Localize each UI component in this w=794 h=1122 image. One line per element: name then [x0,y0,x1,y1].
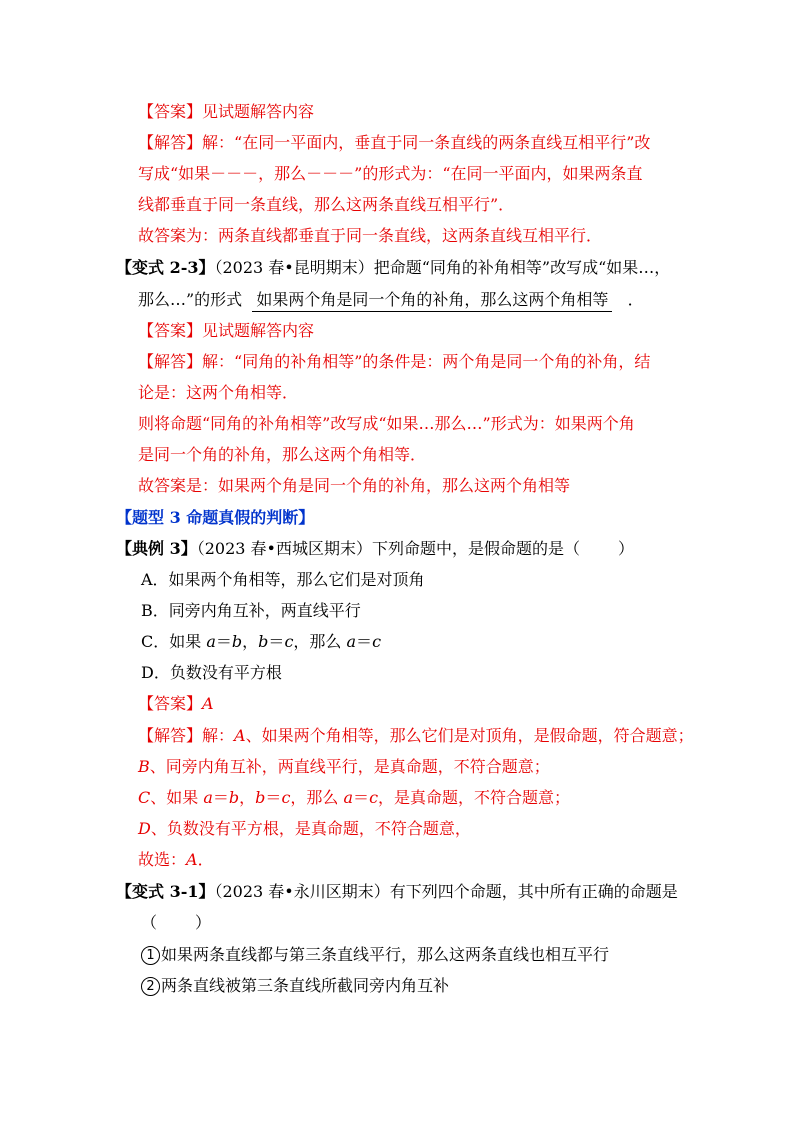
answer-tag: 【答案】 [138,321,203,340]
solution-tag: 【解答】 [138,352,203,371]
answer-text: 见试题解答内容 [202,102,315,121]
question-end: ） [617,539,634,558]
fill-blank-answer: 如果两个角是同一个角的补角，那么这两个角相等 [252,289,612,312]
equals-sign: ＝ [212,788,229,807]
var-c: c [369,788,379,807]
solution-c-prefix: 、如果 [150,788,204,807]
variant-3-1-item-1 [141,944,609,966]
solution-line-4: 故答案为：两条直线都垂直于同一条直线，这两条直线互相平行． [138,226,603,245]
solution-tag: 【解答】 [138,726,203,745]
example-3-answer [138,693,214,715]
variant-3-1-item-2 [141,975,449,997]
separator: ， [242,632,259,651]
option-b: B．同旁内角互补，两直线平行 [141,601,361,620]
var-b: b [255,788,266,807]
paren-close: ） [195,913,212,932]
var-c: c [284,632,294,651]
section-heading: 【题型 3 命题真假的判断】 [116,508,315,527]
var-a: a [343,788,354,807]
equals-sign: ＝ [356,632,373,651]
solution-d: 、负数没有平方根，是真命题，不符合题意， [150,819,471,838]
solution-text: 解：“在同一平面内，垂直于同一条直线的两条直线互相平行”改 [202,133,651,152]
example-3-solution-4 [138,818,471,840]
question-text: 那么…”的形式 [138,290,243,309]
variant-3-1-paren [141,912,211,934]
solution-c-end: ，是真命题，不符合题意； [378,788,571,807]
example-3-conclusion [138,849,214,871]
solution-prefix: 解： [202,726,235,745]
answer-tag: 【答案】 [138,694,203,713]
equals-sign: ＝ [353,788,370,807]
var-b: b [258,632,269,651]
letter-c: C [138,788,151,807]
conclusion-prefix: 故选： [138,850,187,869]
var-a: a [346,632,357,651]
answer-line [138,101,314,123]
variant-source: （2023 春•昆明期末） [214,258,374,277]
answer-tag: 【答案】 [138,102,203,121]
item-text: 如果两条直线都与第三条直线平行，那么这两条直线也相互平行 [161,945,610,964]
example-source: （2023 春•西城区期末） [196,539,372,558]
variant-2-3-answer [138,320,314,342]
solution-a: 、如果两个角相等，那么它们是对顶角，是假命题，符合题意； [245,726,694,745]
var-c: c [372,632,382,651]
solution-c-middle: ，那么 [290,788,344,807]
letter-a: A [234,726,246,745]
example-3-question [116,538,634,560]
paren-open: （ [141,913,158,932]
variant-2-3-solution-1 [138,351,650,373]
solution-line-3: 线都垂直于同一条直线，那么这两条直线互相平行”． [138,195,515,214]
answer-value: A [202,694,214,713]
variant-3-1-question [116,881,678,903]
item-text: 两条直线被第三条直线所截同旁内角互补 [161,976,450,995]
variant-2-3-solution-4: 是同一个角的补角，那么这两个角相等． [138,445,427,464]
circled-number-1: 1 [141,946,160,965]
equals-sign: ＝ [268,632,285,651]
var-b: b [231,632,243,651]
variant-2-3-question-line-1 [116,257,670,279]
variant-source: （2023 春•永川区期末） [214,882,390,901]
variant-2-3-question-line-2 [138,289,644,312]
letter-d: D [138,819,151,838]
solution-line-1 [138,132,650,154]
variant-question: 把命题“同角的补角相等”改写成“如果…， [373,258,671,277]
conclusion-end: ． [197,850,214,869]
solution-line-2: 写成“如果－－－，那么－－－”的形式为：“在同一平面内，如果两条直 [138,164,643,183]
question-end: ． [627,290,644,309]
circled-number-2: 2 [141,977,160,996]
conclusion-letter: A [186,850,198,869]
example-3-solution-2 [138,756,550,778]
variant-2-3-solution-3: 则将命题“同角的补角相等”改写成“如果…那么…”形式为：如果两个角 [138,414,635,433]
var-c: c [281,788,291,807]
example-tag: 【典例 3】 [116,539,197,558]
example-3-solution-3 [138,787,570,809]
separator: ， [239,788,256,807]
equals-sign: ＝ [215,632,232,651]
question-text: 有下列四个命题，其中所有正确的命题是 [389,882,678,901]
answer-text: 见试题解答内容 [202,321,315,340]
example-3-solution-1 [138,725,694,747]
letter-b: B [138,757,150,776]
variant-tag: 【变式 3-1】 [116,882,215,901]
question-text: 下列命题中，是假命题的是（ [371,539,580,558]
option-c [141,631,381,653]
solution-text: 解：“同角的补角相等”的条件是：两个角是同一个角的补角，结 [202,352,651,371]
solution-tag: 【解答】 [138,133,203,152]
variant-2-3-solution-2: 论是：这两个角相等． [138,383,299,402]
var-a: a [203,788,213,807]
option-c-middle: ，那么 [293,632,347,651]
equals-sign: ＝ [265,788,282,807]
variant-tag: 【变式 2-3】 [116,258,215,277]
var-a: a [206,632,216,651]
solution-b: 、同旁内角互补，两直线平行，是真命题，不符合题意； [149,757,550,776]
var-b: b [228,788,240,807]
variant-2-3-solution-5: 故答案是：如果两个角是同一个角的补角，那么这两个角相等 [138,476,571,495]
option-c-prefix: C．如果 [141,632,207,651]
option-a: A．如果两个角相等，那么它们是对顶角 [141,570,425,589]
option-d: D．负数没有平方根 [141,663,282,682]
